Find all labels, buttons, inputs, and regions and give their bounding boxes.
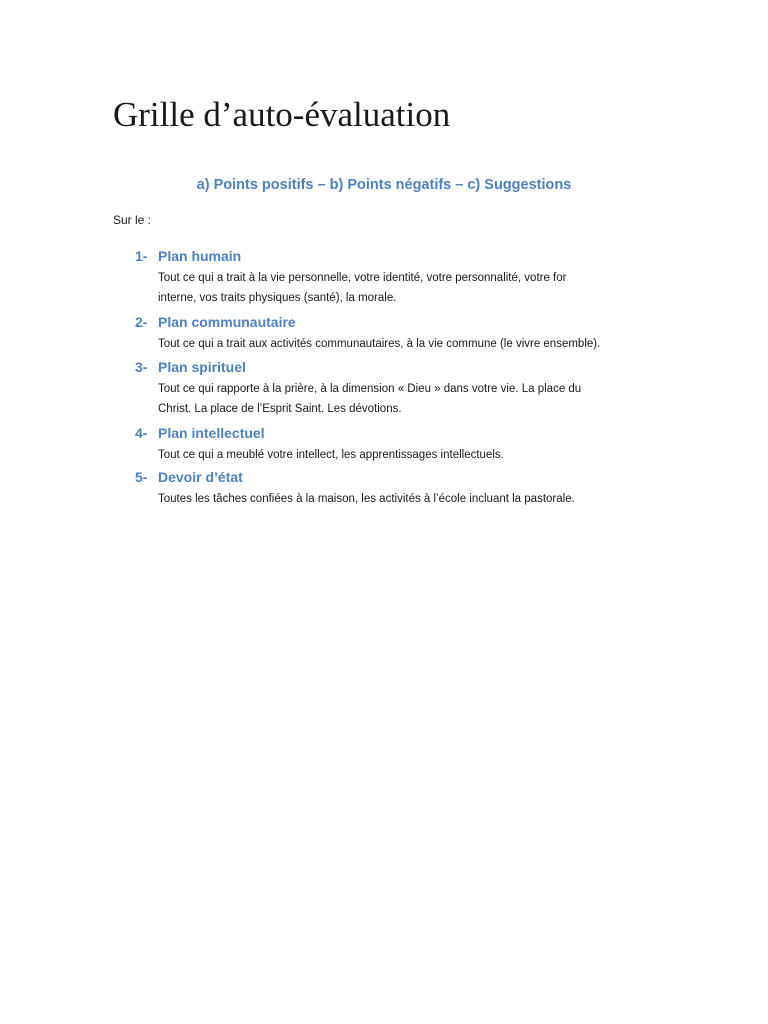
item-description	[158, 334, 658, 354]
item-description	[158, 489, 658, 509]
item-number: 4-	[135, 425, 148, 441]
intro-text: Sur le :	[113, 213, 152, 227]
description-line: interne, vos traits physiques (santé), la morale.	[158, 292, 397, 304]
item-description	[158, 268, 658, 308]
item-description	[158, 379, 658, 419]
item-number: 3-	[135, 359, 148, 375]
item-heading: Devoir d’état	[158, 469, 243, 485]
description-line: Tout ce qui a trait aux activités communautaires, à la vie commune (le vivre ensemble).	[158, 338, 601, 350]
item-heading: Plan intellectuel	[158, 425, 265, 441]
description-line: Tout ce qui rapporte à la prière, à la dimension « Dieu » dans votre vie. La place du	[158, 383, 582, 395]
document-subtitle: a) Points positifs – b) Points négatifs – c) Suggestions	[196, 177, 572, 193]
item-number: 2-	[135, 314, 148, 330]
description-line: Tout ce qui a trait à la vie personnelle, votre identité, votre personnalité, votre for	[158, 272, 567, 284]
description-line: Christ. La place de l’Esprit Saint. Les dévotions.	[158, 403, 402, 415]
document-title: Grille d’auto-évaluation	[113, 95, 451, 134]
item-heading: Plan humain	[158, 248, 242, 264]
item-heading: Plan communautaire	[158, 314, 296, 330]
description-line: Tout ce qui a meublé votre intellect, les apprentissages intellectuels.	[158, 449, 504, 461]
item-description	[158, 445, 658, 465]
description-line: Toutes les tâches confiées à la maison, les activités à l’école incluant la pastorale.	[158, 493, 575, 505]
item-heading: Plan spirituel	[158, 359, 246, 375]
item-number: 1-	[135, 248, 148, 264]
item-number: 5-	[135, 469, 148, 485]
